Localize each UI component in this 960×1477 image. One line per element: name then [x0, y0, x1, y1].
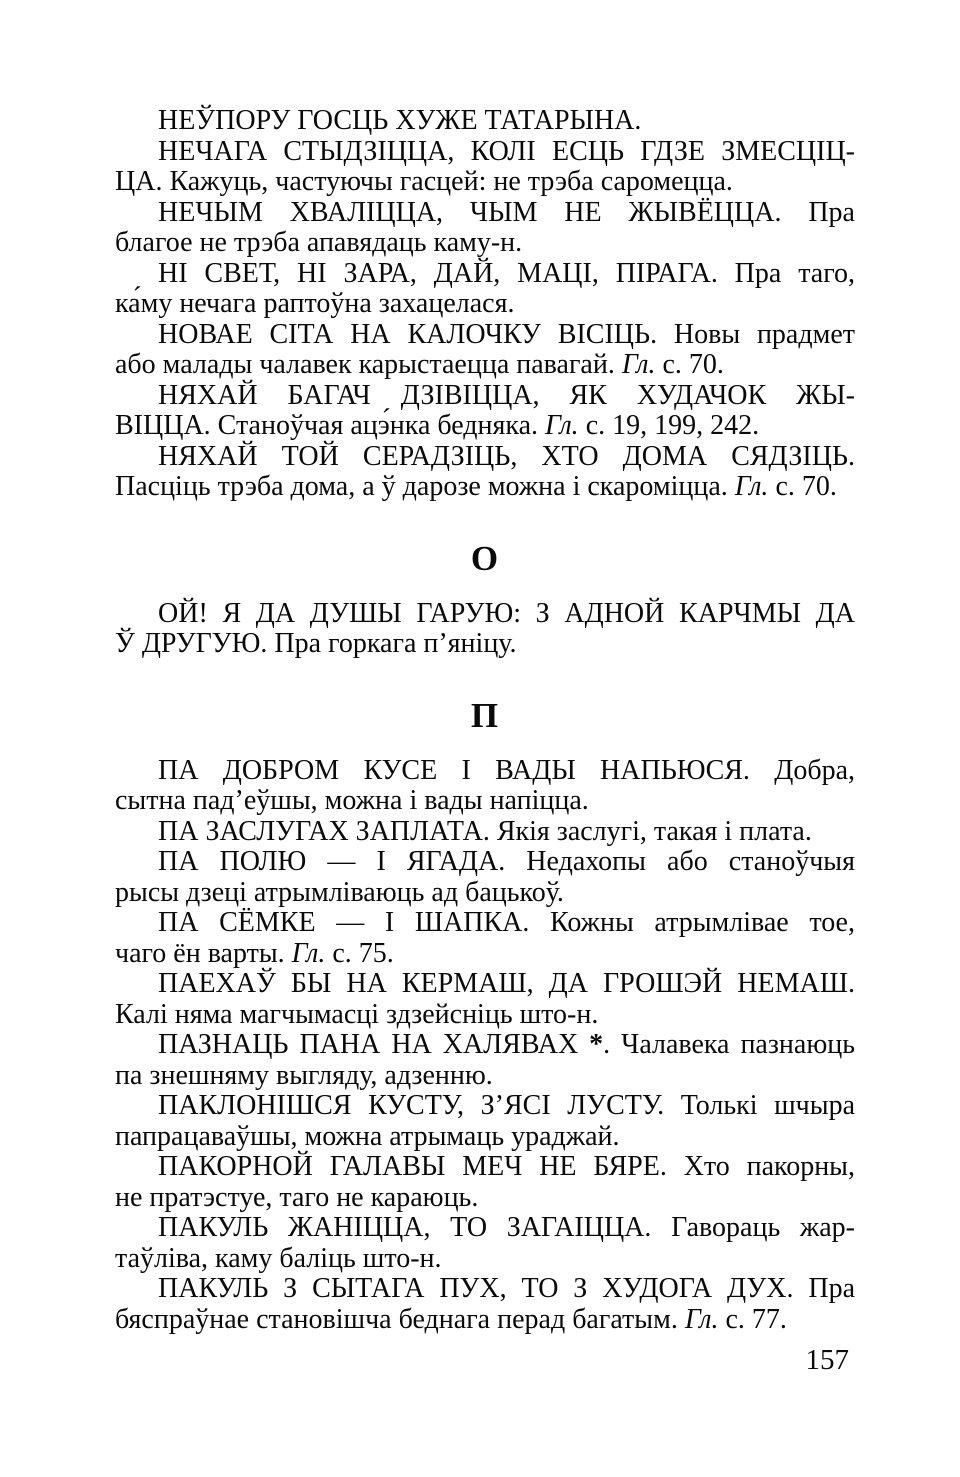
text-run: бяспраўнае становішча беднага перад багатым.: [115, 1303, 685, 1335]
entry-line: [115, 878, 855, 909]
dictionary-entry: [115, 381, 855, 442]
entry-line: [115, 198, 855, 229]
text-run: с. 70.: [768, 471, 837, 502]
text-run: ОЙ! Я ДА ДУШЫ ГАРУЮ: З АДНОЙ КАРЧМЫ ДА: [158, 597, 855, 629]
entry-line: [115, 1152, 855, 1183]
text-run: . Чалавека пазнаюць: [603, 1029, 856, 1060]
entry-line: [115, 350, 855, 381]
text-run: ПАКЛОНІШСЯ КУСТУ, З’ЯСІ ЛУСТУ. Толькі шчыра: [158, 1090, 855, 1121]
text-run: благое не трэба апавядаць каму-н.: [115, 227, 523, 258]
dictionary-entry: [115, 1152, 855, 1213]
text-run: НЕЧЫМ ХВАЛІЦЦА, ЧЫМ НЕ ЖЫВЁЦЦА. Пра: [158, 196, 855, 228]
text-run: ПА СЁМКЕ — І ШАПКА. Кожны атрымлівае тое,: [158, 907, 855, 938]
entry-line: [115, 1274, 855, 1305]
entry-line: [115, 1183, 855, 1214]
entry-line: [115, 969, 855, 1000]
entry-line: [115, 756, 855, 787]
dictionary-entry: [115, 259, 855, 320]
text-run: папрацаваўшы, можна атрымаць ураджай.: [115, 1120, 620, 1152]
entry-line: [115, 908, 855, 939]
text-run: ПА ЗАСЛУГАХ ЗАПЛАТА. Якія заслугі, такая і плата.: [158, 815, 812, 847]
text-run: ПАКУЛЬ З СЫТАГА ПУХ, ТО З ХУДОГА ДУХ. Пра: [158, 1273, 855, 1304]
text-run: або малады чалавек карыстаецца павагай.: [115, 349, 622, 380]
text-run: Пасціць трэба дома, а ў дарозе можна і скароміцца.: [115, 471, 735, 502]
entry-line: [115, 599, 855, 630]
entry-line: [115, 106, 855, 137]
text-run: ВІЦЦА. Станоўчая ацэ́нка бедняка.: [115, 410, 546, 441]
dictionary-entry: [115, 1274, 855, 1335]
text-run: ЦА. Кажуць, частуючы гасцей: не трэба саромецца.: [115, 166, 733, 197]
dictionary-entry: [115, 599, 855, 660]
text-run: ка́му нечага раптоўна захацелася.: [115, 288, 515, 319]
text-run: ПАКУЛЬ ЖАНІЦЦА, ТО ЗАГАІЦЦА. Гавораць жар-: [158, 1212, 855, 1243]
text-run: не пратэстуе, таго не караюць.: [115, 1181, 479, 1213]
entry-line: [115, 167, 855, 198]
dictionary-entry: [115, 1213, 855, 1274]
dictionary-entry: [115, 320, 855, 381]
letter-heading: П: [470, 695, 500, 735]
dictionary-text-block: [115, 106, 855, 1335]
entry-line: [115, 381, 855, 412]
entry-line: [115, 629, 855, 660]
entry-line: [115, 1061, 855, 1092]
entry-line: [115, 1000, 855, 1031]
text-run: таўліва, каму баліць што-н.: [115, 1242, 442, 1274]
entry-line: [115, 1244, 855, 1275]
entry-line: [115, 289, 855, 320]
entry-line: [115, 411, 855, 442]
cross-reference: Гл.: [545, 410, 579, 441]
letter-heading: О: [470, 538, 500, 578]
text-run: ПАЕХАЎ БЫ НА КЕРМАШ, ДА ГРОШЭЙ НЕМАШ.: [158, 968, 855, 999]
text-run: *: [589, 1029, 604, 1060]
text-run: НЕЧАГА СТЫДЗІЦЦА, КОЛІ ЕСЦЬ ГДЗЕ ЗМЕСЦІЦ-: [158, 135, 855, 167]
text-run: Калі няма магчымасці здзейсніць што-н.: [115, 998, 599, 1030]
text-run: ПАКОРНОЙ ГАЛАВЫ МЕЧ НЕ БЯРЕ. Хто пакорны,: [158, 1151, 855, 1182]
entry-line: [115, 847, 855, 878]
text-run: с. 70.: [655, 349, 724, 380]
text-run: НІ СВЕТ, НІ ЗАРА, ДАЙ, МАЦІ, ПІРАГА. Пра таго,: [158, 257, 855, 289]
cross-reference: Гл.: [684, 1303, 719, 1335]
entry-line: [115, 1213, 855, 1244]
entry-line: [115, 1030, 855, 1061]
dictionary-entry: [115, 106, 855, 137]
dictionary-entry: [115, 198, 855, 259]
dictionary-entry: [115, 442, 855, 503]
cross-reference: Гл.: [621, 349, 656, 380]
text-run: с. 77.: [718, 1303, 787, 1335]
text-run: сытна пад’еўшы, можна і вады напіцца.: [115, 785, 589, 816]
text-run: Ў ДРУГУЮ. Пра горкага п’яніцу.: [115, 628, 517, 659]
text-run: рысы дзеці атрымліваюць ад бацькоў.: [115, 876, 564, 908]
page-number: 157: [805, 1344, 849, 1376]
entry-line: [115, 1091, 855, 1122]
entry-line: [115, 1122, 855, 1153]
dictionary-entry: [115, 847, 855, 908]
entry-line: [115, 320, 855, 351]
text-run: ПА ПОЛЮ — І ЯГАДА. Недахопы або станоўчыя: [158, 846, 855, 877]
text-run: ПАЗНАЦЬ ПАНА НА ХАЛЯВАХ: [158, 1029, 590, 1060]
dictionary-entry: [115, 1091, 855, 1152]
entry-line: [115, 1305, 855, 1336]
dictionary-entry: [115, 817, 855, 848]
text-run: с. 75.: [325, 937, 394, 969]
text-run: ПА ДОБРОМ КУСЕ І ВАДЫ НАПЬЮСЯ. Добра,: [158, 754, 855, 786]
entry-line: [115, 259, 855, 290]
text-run: с. 19, 199, 242.: [578, 410, 760, 441]
entry-line: [115, 817, 855, 848]
cross-reference: Гл.: [734, 471, 769, 502]
text-run: па знешняму выгляду, адзенню.: [115, 1059, 493, 1091]
entry-line: [115, 472, 855, 503]
dictionary-entry: [115, 908, 855, 969]
dictionary-entry: [115, 756, 855, 817]
entry-line: [115, 939, 855, 970]
entry-line: [115, 442, 855, 473]
text-run: НЯХАЙ БАГАЧ ДЗІВІЦЦА, ЯК ХУДАЧОК ЖЫ-: [158, 379, 855, 411]
text-run: чаго ён варты.: [115, 937, 292, 969]
dictionary-entry: [115, 1030, 855, 1091]
text-run: НЕЎПОРУ ГОСЦЬ ХУЖЕ ТАТАРЫНА.: [158, 105, 642, 136]
entry-line: [115, 228, 855, 259]
text-run: НЯХАЙ ТОЙ СЕРАДЗІЦЬ, ХТО ДОМА СЯДЗІЦЬ.: [158, 440, 855, 472]
cross-reference: Гл.: [291, 937, 326, 969]
dictionary-entry: [115, 137, 855, 198]
text-run: НОВАЕ СІТА НА КАЛОЧКУ ВІСІЦЬ. Новы прадмет: [158, 318, 855, 350]
dictionary-entry: [115, 969, 855, 1030]
entry-line: [115, 786, 855, 817]
entry-line: [115, 137, 855, 168]
